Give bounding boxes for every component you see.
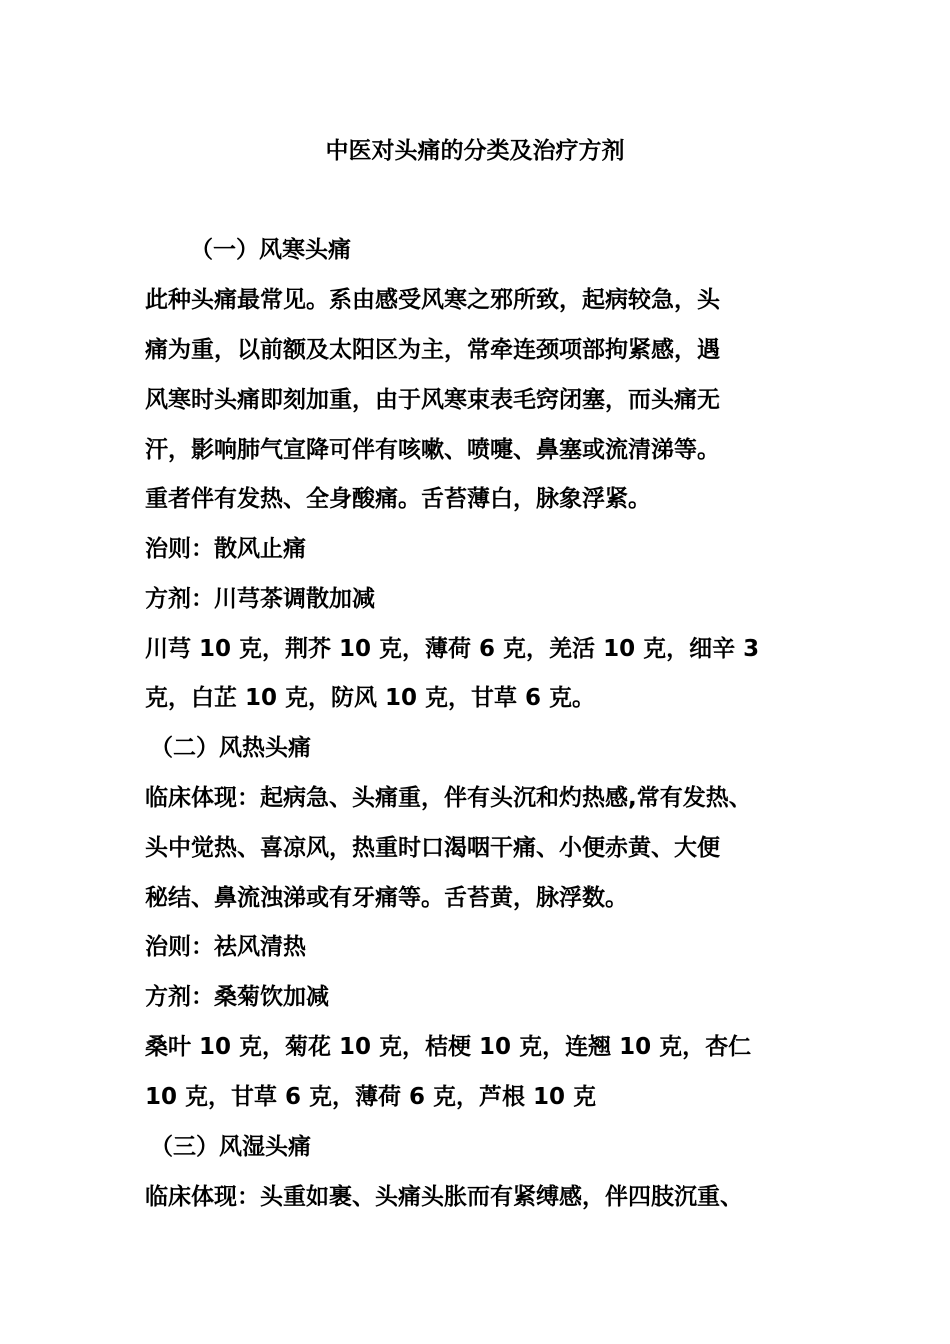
treatment-principle-line: 治则：散风止痛	[145, 536, 306, 562]
prescription-line: 方剂：川芎茶调散加减	[145, 586, 375, 612]
section-heading-wind-heat: （二）风热头痛	[150, 735, 311, 761]
ingredients-line: 桑叶 10 克，菊花 10 克，桔梗 10 克，连翘 10 克，杏仁	[145, 1034, 752, 1060]
ingredients-line: 川芎 10 克，荆芥 10 克，薄荷 6 克，羌活 10 克，细辛 3	[145, 636, 760, 662]
treatment-principle-line: 治则：祛风清热	[145, 934, 306, 960]
ingredients-line: 10 克，甘草 6 克，薄荷 6 克，芦根 10 克	[145, 1084, 597, 1110]
ingredients-line: 克，白芷 10 克，防风 10 克，甘草 6 克。	[145, 685, 596, 711]
document-title: 中医对头痛的分类及治疗方剂	[325, 138, 625, 164]
paragraph-line: 痛为重，以前额及太阳区为主，常牵连颈项部拘紧感，遇	[145, 337, 720, 363]
prescription-line: 方剂：桑菊饮加减	[145, 984, 329, 1010]
paragraph-line: 临床体现：头重如裹、头痛头胀而有紧缚感，伴四肢沉重、	[145, 1184, 743, 1210]
paragraph-line: 风寒时头痛即刻加重，由于风寒束表毛窍闭塞，而头痛无	[145, 387, 720, 413]
paragraph-line: 头中觉热、喜凉风，热重时口渴咽干痛、小便赤黄、大便	[145, 835, 720, 861]
paragraph-line: 此种头痛最常见。系由感受风寒之邪所致，起病较急，头	[145, 287, 720, 313]
paragraph-line: 汗，影响肺气宣降可伴有咳嗽、喷嚏、鼻塞或流清涕等。	[145, 437, 720, 463]
paragraph-line: 临床体现：起病急、头痛重，伴有头沉和灼热感,常有发热、	[145, 785, 752, 811]
paragraph-line: 秘结、鼻流浊涕或有牙痛等。舌苔黄，脉浮数。	[145, 885, 628, 911]
section-heading-wind-cold: （一）风寒头痛	[190, 237, 351, 263]
paragraph-line: 重者伴有发热、全身酸痛。舌苔薄白，脉象浮紧。	[145, 486, 651, 512]
section-heading-wind-damp: （三）风湿头痛	[150, 1134, 311, 1160]
